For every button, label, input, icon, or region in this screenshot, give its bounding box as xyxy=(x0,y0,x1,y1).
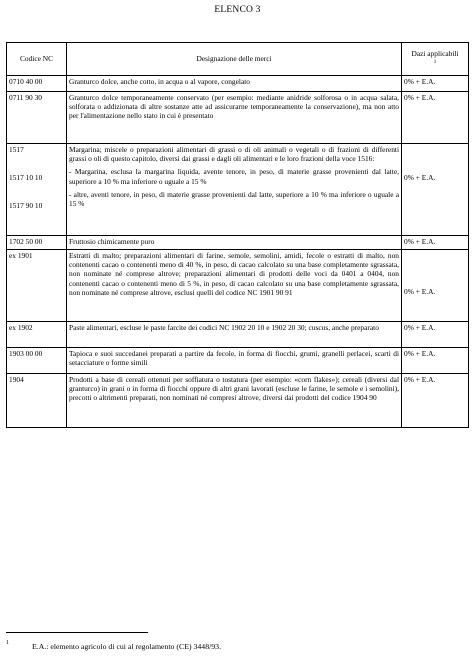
page-title: ELENCO 3 xyxy=(214,5,261,15)
row-duty: 0% + E.A. xyxy=(402,92,469,144)
row-code: 1517 10 10 xyxy=(9,173,43,183)
row-duty: 0% + E.A. xyxy=(404,173,436,182)
header-duties-label: Dazi applicabili xyxy=(411,49,459,59)
goods-table xyxy=(6,42,469,428)
footnote-text: E.A.: elemento agricolo di cui al regolamento (CE) 3448/93. xyxy=(32,642,222,651)
row-code: 1903 00 00 xyxy=(7,348,67,374)
table-header-row xyxy=(7,43,469,76)
row-designation: Margarina; miscele o preparazioni alimentari di grassi o di oli animali o vegetali o di frazioni di differenti grassi o oli di questo capitolo, diversi dai grassi e dagli oli alimentari e le loro frazioni della voce 1516: xyxy=(69,145,399,164)
row-code: 1904 xyxy=(7,374,67,428)
row-duty: 0% + E.A. xyxy=(404,287,436,296)
table-row xyxy=(7,236,469,250)
table-row xyxy=(7,322,469,348)
row-code: ex 1902 xyxy=(7,322,67,348)
row-code: 1702 50 00 xyxy=(7,236,67,250)
row-duty: 0% + E.A. xyxy=(402,322,469,348)
row-code: 0710 40 00 xyxy=(7,76,67,92)
row-duty-cell xyxy=(402,250,469,322)
table-row xyxy=(7,92,469,144)
table-row xyxy=(7,348,469,374)
row-designation-group xyxy=(67,144,402,236)
row-code-group xyxy=(7,144,67,236)
row-duty: 0% + E.A. xyxy=(402,76,469,92)
footnote xyxy=(6,642,221,651)
row-designation: - altre, aventi tenore, in peso, di materie grasse provenienti dal latte, superiore a 10 % ma inferiore o uguale a 15 % xyxy=(69,189,399,209)
row-designation: Tapioca e suoi succedanei preparati a partire da fecole, in forma di fiocchi, grumi, granelli perlacei, scarti di setacciature o forme simili xyxy=(67,348,402,374)
row-code: 1517 xyxy=(9,145,24,154)
footnote-reference: 1 xyxy=(433,60,437,66)
row-designation: Granturco dolce temporaneamente conservato (per esempio: mediante anidride solforosa o in acqua salata, solforata o addizionata di altre sostanze atte ad assicurarne temporaneamente la conservazione), ma non atto per l'alimentazione nello stato in cui è presentato xyxy=(67,92,402,144)
row-designation: Estratti di malto; preparazioni alimentari di farine, semole, semolini, amidi, fecole o estratti di malto, non contenenti cacao o contenenti meno di 40 %, in peso, di cacao calcolato su una base completamente sgrassata, non nominate né comprese altrove; preparazioni alimentari di prodotti delle voci da 0401 a 0404, non contenenti cacao o contenenti meno di 5 %, in peso, di cacao calcolato su una base completamente sgrassata, non nominate né comprese altrove, esclusi quelli del codice NC 1901 90 91 xyxy=(67,250,402,322)
row-duty: 0% + E.A. xyxy=(402,374,469,428)
header-designation: Designazione delle merci xyxy=(67,43,402,76)
header-duties xyxy=(402,43,469,76)
row-duty-group xyxy=(402,144,469,236)
table-row xyxy=(7,250,469,322)
row-code: 0711 90 30 xyxy=(7,92,67,144)
row-duty: 0% + E.A. xyxy=(402,236,469,250)
footnote-divider xyxy=(6,632,148,633)
row-designation: Fruttosio chimicamente puro xyxy=(67,236,402,250)
table-row xyxy=(7,76,469,92)
row-code: 1517 90 10 xyxy=(9,201,43,211)
table-row xyxy=(7,144,469,236)
footnote-mark: 1 xyxy=(6,640,9,646)
header-code: Codice NC xyxy=(7,43,67,76)
row-designation: - Margarina, esclusa la margarina liquida, avente tenore, in peso, di materie grasse provenienti dal latte, superiore a 10 % ma inferiore o uguale a 15 % xyxy=(69,167,399,186)
row-designation: Paste alimentari, escluse le paste farcite dei codici NC 1902 20 10 e 1902 20 30; cuscus, anche preparato xyxy=(67,322,402,348)
row-duty: 0% + E.A. xyxy=(402,348,469,374)
row-designation: Prodotti a base di cereali ottenuti per soffiatura o tostatura (per esempio: «corn flakes»); cereali (diversi dal granturco) in grani o in forma di fiocchi oppure di altri grani lavorati (escluse le farine, le semole e i semolini), precotti o altrimenti preparati, non nominati né compresi altrove, diversi dai prodotti del codice 1904 90 xyxy=(67,374,402,428)
row-designation: Granturco dolce, anche cotto, in acqua o al vapore, congelato xyxy=(67,76,402,92)
table-row xyxy=(7,374,469,428)
row-code: ex 1901 xyxy=(7,250,67,322)
